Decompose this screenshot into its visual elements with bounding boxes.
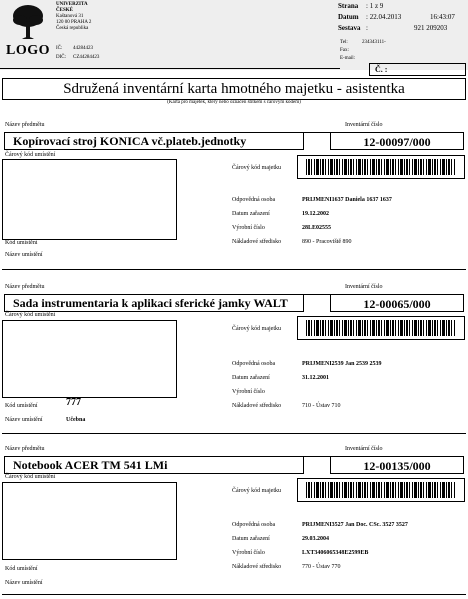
asset-barcode [297,478,465,502]
loc-code-label: Kód umístění [5,403,38,409]
loc-name-label: Název umístění [5,252,43,258]
inv-box [330,294,464,312]
date-value: 31.12.2001 [302,375,329,381]
cost-label: Nákladové středisko [232,239,282,245]
fax-label: Fax: [340,48,349,53]
location-barcode-box [2,159,177,240]
org-line: 120 00 PRAHA 2 [56,20,92,25]
inv-box [330,132,464,150]
location-barcode-box [2,320,177,398]
card-divider [2,269,466,270]
org-line: UNIVERZITA [56,2,88,7]
inv-number: 12-00135/000 [363,459,431,473]
inv-box [330,456,464,474]
datum-label: Datum [338,13,359,21]
datum-value: : 22.04.2013 [366,13,402,21]
loc-code-label: Kód umístění [5,240,38,246]
resp-value: PRIJMENI3527 Jan Doc. CSc. 3527 3527 [302,522,408,528]
resp-label: Odpovědná osoba [232,522,276,528]
strana-value: : 1 z 9 [366,2,384,10]
inv-label: Inventární číslo [345,284,383,290]
ic-label: IČ: [56,46,63,51]
serial-value: 28LE02555 [302,225,332,231]
loc-name-label: Název umístění [5,417,43,423]
cost-value: 890 - Pracoviště 890 [302,239,352,245]
date-value: 19.12.2002 [302,211,329,217]
name-label: Název předmětu [5,284,45,290]
loc-name-value: Učebna [66,417,86,423]
resp-label: Odpovědná osoba [232,361,276,367]
asset-barcode [297,316,465,340]
item-name: Notebook ACER TM 541 LMi [13,458,168,472]
location-barcode-box [2,482,177,560]
resp-value: PRIJMENI1637 Daniela 1637 1637 [302,197,392,203]
c-label: Č. : [375,65,388,74]
page-subtitle: (Karta pro majetek, který nebo označen štítkem s čárovým kódem) [167,100,301,105]
date-value: 29.03.2004 [302,536,329,542]
loc-code-label: Kód umístění [5,566,38,572]
serial-label: Výrobní číslo [232,389,265,395]
cost-value: 770 - Ústav 770 [302,564,341,570]
barcode-bars [306,320,456,336]
cost-label: Nákladové středisko [232,564,282,570]
sestava-number: 921 209203 [414,24,448,32]
email-label: E-mail: [340,56,355,61]
loc-code-value: 777 [66,397,81,408]
card-divider [2,594,466,595]
org-line: Kaštanová 31 [56,14,84,19]
logo-text: LOGO [6,43,51,58]
name-label: Název předmětu [5,122,45,128]
inv-number: 12-00065/000 [363,297,431,311]
loc-name-label: Název umístění [5,580,43,586]
barcode-bars [306,159,456,175]
header-divider [0,68,340,69]
name-box [4,132,304,150]
dic-value: CZ44284423 [73,55,100,60]
org-line: ČESKÉ [56,8,73,13]
inv-label: Inventární číslo [345,446,383,452]
date-label: Datum zařazení [232,211,270,217]
barcode-bars [306,482,456,498]
tel-value: 234343111- [362,40,386,45]
card-divider [2,433,466,434]
cost-value: 710 - Ústav 710 [302,403,341,409]
sestava-label: Sestava [338,24,361,32]
resp-value: PRIJMENI2539 Jan 2539 2539 [302,361,382,367]
c-box [369,63,466,76]
name-label: Název předmětu [5,446,45,452]
tel-label: Tel: [340,40,348,45]
asset-barcode [297,155,465,179]
strana-label: Strana [338,2,359,10]
name-box [4,294,304,312]
cc-asset-label: Čárový kód majetku [232,488,281,494]
sestava-value: : [366,24,368,32]
item-card-2 [0,284,468,434]
cc-loc-label: Čárový kód umístění [5,474,56,480]
dic-label: DIČ: [56,55,66,60]
cc-loc-label: Čárový kód umístění [5,312,56,318]
time-value: 16:43:07 [430,13,455,21]
page-title: Sdružená inventární karta hmotného majetku - asistentka [63,81,405,97]
item-card-3 [0,446,468,596]
ic-value: 44284423 [73,46,93,51]
serial-label: Výrobní číslo [232,225,265,231]
cost-label: Nákladové středisko [232,403,282,409]
date-label: Datum zařazení [232,536,270,542]
resp-label: Odpovědná osoba [232,197,276,203]
cc-asset-label: Čárový kód majetku [232,165,281,171]
org-line: Česká republika [56,26,89,31]
inv-label: Inventární číslo [345,122,383,128]
item-name: Kopírovací stroj KONICA vč.plateb.jednotky [13,134,247,148]
cc-loc-label: Čárový kód umístění [5,152,56,158]
serial-label: Výrobní číslo [232,550,265,556]
item-name: Sada instrumentaria k aplikaci sferické jamky WALT [13,296,288,310]
org-address [56,2,91,32]
cc-asset-label: Čárový kód majetku [232,326,281,332]
title-box [2,78,466,100]
name-box [4,456,304,474]
serial-value: LXT3406065348E2599EB [302,550,369,556]
item-card-1 [0,122,468,272]
tree-logo-icon [8,3,48,43]
inv-number: 12-00097/000 [363,135,431,149]
date-label: Datum zařazení [232,375,270,381]
